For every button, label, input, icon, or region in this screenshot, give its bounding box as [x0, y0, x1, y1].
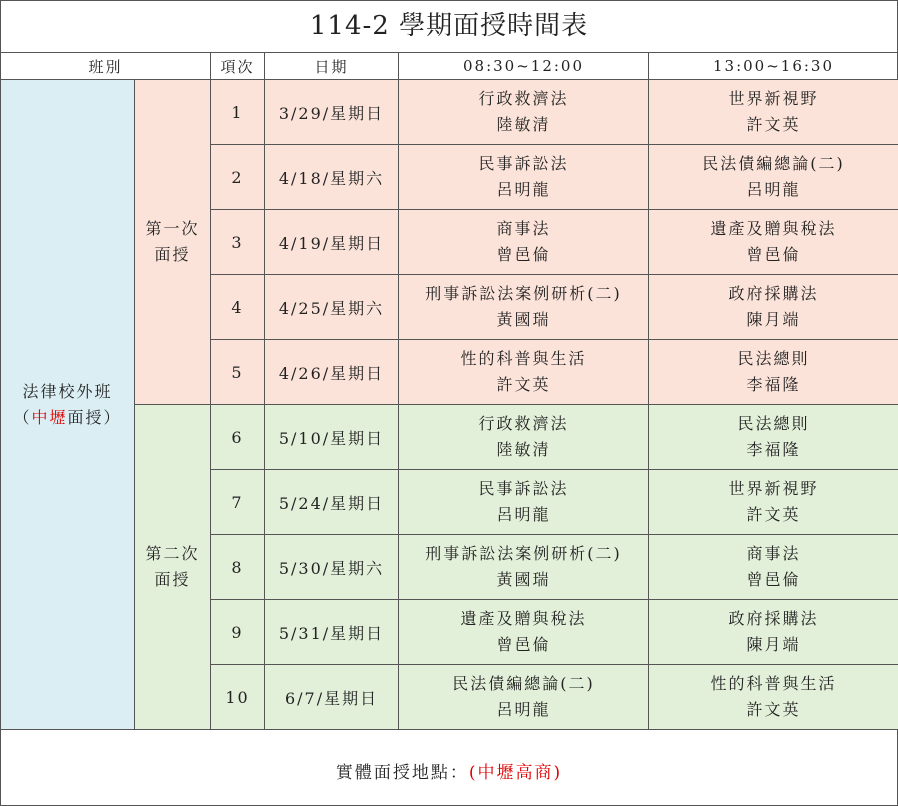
table-row — [1, 80, 898, 145]
item-number: 1 — [211, 80, 265, 145]
course-name: 遺產及贈與稅法 — [710, 219, 837, 238]
item-number: 6 — [211, 405, 265, 470]
afternoon-cell — [649, 80, 898, 145]
class-location-open: （ — [13, 407, 32, 427]
afternoon-cell — [649, 665, 898, 730]
location-label: 實體面授地點： — [335, 763, 469, 783]
date-cell: 4/19/星期日 — [265, 210, 399, 275]
teacher-name: 曾邑倫 — [496, 245, 551, 264]
teacher-name: 呂明龍 — [496, 180, 551, 199]
location-close: ) — [553, 763, 563, 783]
location-name: 中壢高商 — [477, 763, 554, 783]
course-name: 民法總則 — [737, 414, 810, 433]
afternoon-cell — [649, 405, 898, 470]
header-morning: 08:30~12:00 — [399, 53, 649, 80]
table-row — [1, 405, 898, 470]
teacher-name: 黃國瑞 — [496, 310, 551, 329]
class-name: 法律校外班 — [22, 381, 113, 401]
date-cell: 3/29/星期日 — [265, 80, 399, 145]
session-label: 第一次 — [145, 219, 200, 238]
date-cell: 5/31/星期日 — [265, 600, 399, 665]
course-name: 政府採購法 — [728, 284, 819, 303]
item-number: 9 — [211, 600, 265, 665]
course-name: 民法債編總論(二) — [452, 674, 595, 693]
session-cell — [135, 80, 211, 405]
course-name: 世界新視野 — [728, 89, 819, 108]
morning-cell — [399, 80, 649, 145]
item-number: 3 — [211, 210, 265, 275]
morning-cell — [399, 665, 649, 730]
afternoon-cell — [649, 600, 898, 665]
teacher-name: 呂明龍 — [496, 700, 551, 719]
page-title: 114-2 學期面授時間表 — [309, 11, 589, 41]
teacher-name: 曾邑倫 — [746, 570, 801, 589]
header-item: 項次 — [211, 53, 265, 80]
teacher-name: 陸敏清 — [496, 115, 551, 134]
location-open: ( — [468, 763, 478, 783]
session-sub: 面授 — [154, 245, 191, 264]
date-cell: 4/26/星期日 — [265, 340, 399, 405]
teacher-name: 呂明龍 — [746, 180, 801, 199]
afternoon-cell — [649, 535, 898, 600]
header-class: 班別 — [1, 53, 211, 80]
item-number: 4 — [211, 275, 265, 340]
course-name: 政府採購法 — [728, 609, 819, 628]
session-cell — [135, 405, 211, 730]
schedule-table — [0, 52, 898, 730]
morning-cell — [399, 210, 649, 275]
teacher-name: 李福隆 — [746, 375, 801, 394]
item-number: 2 — [211, 145, 265, 210]
item-number: 8 — [211, 535, 265, 600]
course-name: 民法債編總論(二) — [702, 154, 845, 173]
header-afternoon: 13:00~16:30 — [649, 53, 898, 80]
item-number: 10 — [211, 665, 265, 730]
location-footer — [0, 740, 898, 806]
course-name: 刑事訴訟法案例研析(二) — [425, 544, 622, 563]
header-row — [1, 53, 898, 80]
teacher-name: 曾邑倫 — [746, 245, 801, 264]
class-location — [1, 405, 134, 431]
course-name: 商事法 — [746, 544, 801, 563]
teacher-name: 李福隆 — [746, 440, 801, 459]
teacher-name: 許文英 — [746, 700, 801, 719]
class-location-red: 中壢 — [31, 407, 68, 427]
afternoon-cell — [649, 275, 898, 340]
morning-cell — [399, 470, 649, 535]
morning-cell — [399, 275, 649, 340]
course-name: 行政救濟法 — [478, 414, 569, 433]
course-name: 刑事訴訟法案例研析(二) — [425, 284, 622, 303]
afternoon-cell — [649, 145, 898, 210]
date-cell: 5/30/星期六 — [265, 535, 399, 600]
class-name-cell — [1, 80, 135, 730]
session-sub: 面授 — [154, 570, 191, 589]
teacher-name: 許文英 — [496, 375, 551, 394]
class-location-rest: 面授） — [67, 407, 122, 427]
course-name: 遺產及贈與稅法 — [460, 609, 587, 628]
date-cell: 4/25/星期六 — [265, 275, 399, 340]
date-cell: 4/18/星期六 — [265, 145, 399, 210]
teacher-name: 陳月端 — [746, 310, 801, 329]
afternoon-cell — [649, 210, 898, 275]
teacher-name: 陳月端 — [746, 635, 801, 654]
course-name: 性的科普與生活 — [710, 674, 837, 693]
course-name: 世界新視野 — [728, 479, 819, 498]
teacher-name: 呂明龍 — [496, 505, 551, 524]
course-name: 性的科普與生活 — [460, 349, 587, 368]
teacher-name: 陸敏清 — [496, 440, 551, 459]
teacher-name: 許文英 — [746, 505, 801, 524]
item-number: 5 — [211, 340, 265, 405]
header-date: 日期 — [265, 53, 399, 80]
teacher-name: 黃國瑞 — [496, 570, 551, 589]
course-name: 商事法 — [496, 219, 551, 238]
session-label: 第二次 — [145, 544, 200, 563]
schedule-body — [1, 80, 898, 730]
date-cell: 6/7/星期日 — [265, 665, 399, 730]
morning-cell — [399, 405, 649, 470]
course-name: 民法總則 — [737, 349, 810, 368]
teacher-name: 許文英 — [746, 115, 801, 134]
course-name: 行政救濟法 — [478, 89, 569, 108]
course-name: 民事訴訟法 — [478, 154, 569, 173]
morning-cell — [399, 340, 649, 405]
date-cell: 5/24/星期日 — [265, 470, 399, 535]
teacher-name: 曾邑倫 — [496, 635, 551, 654]
afternoon-cell — [649, 470, 898, 535]
item-number: 7 — [211, 470, 265, 535]
course-name: 民事訴訟法 — [478, 479, 569, 498]
morning-cell — [399, 145, 649, 210]
morning-cell — [399, 535, 649, 600]
morning-cell — [399, 600, 649, 665]
afternoon-cell — [649, 340, 898, 405]
date-cell: 5/10/星期日 — [265, 405, 399, 470]
